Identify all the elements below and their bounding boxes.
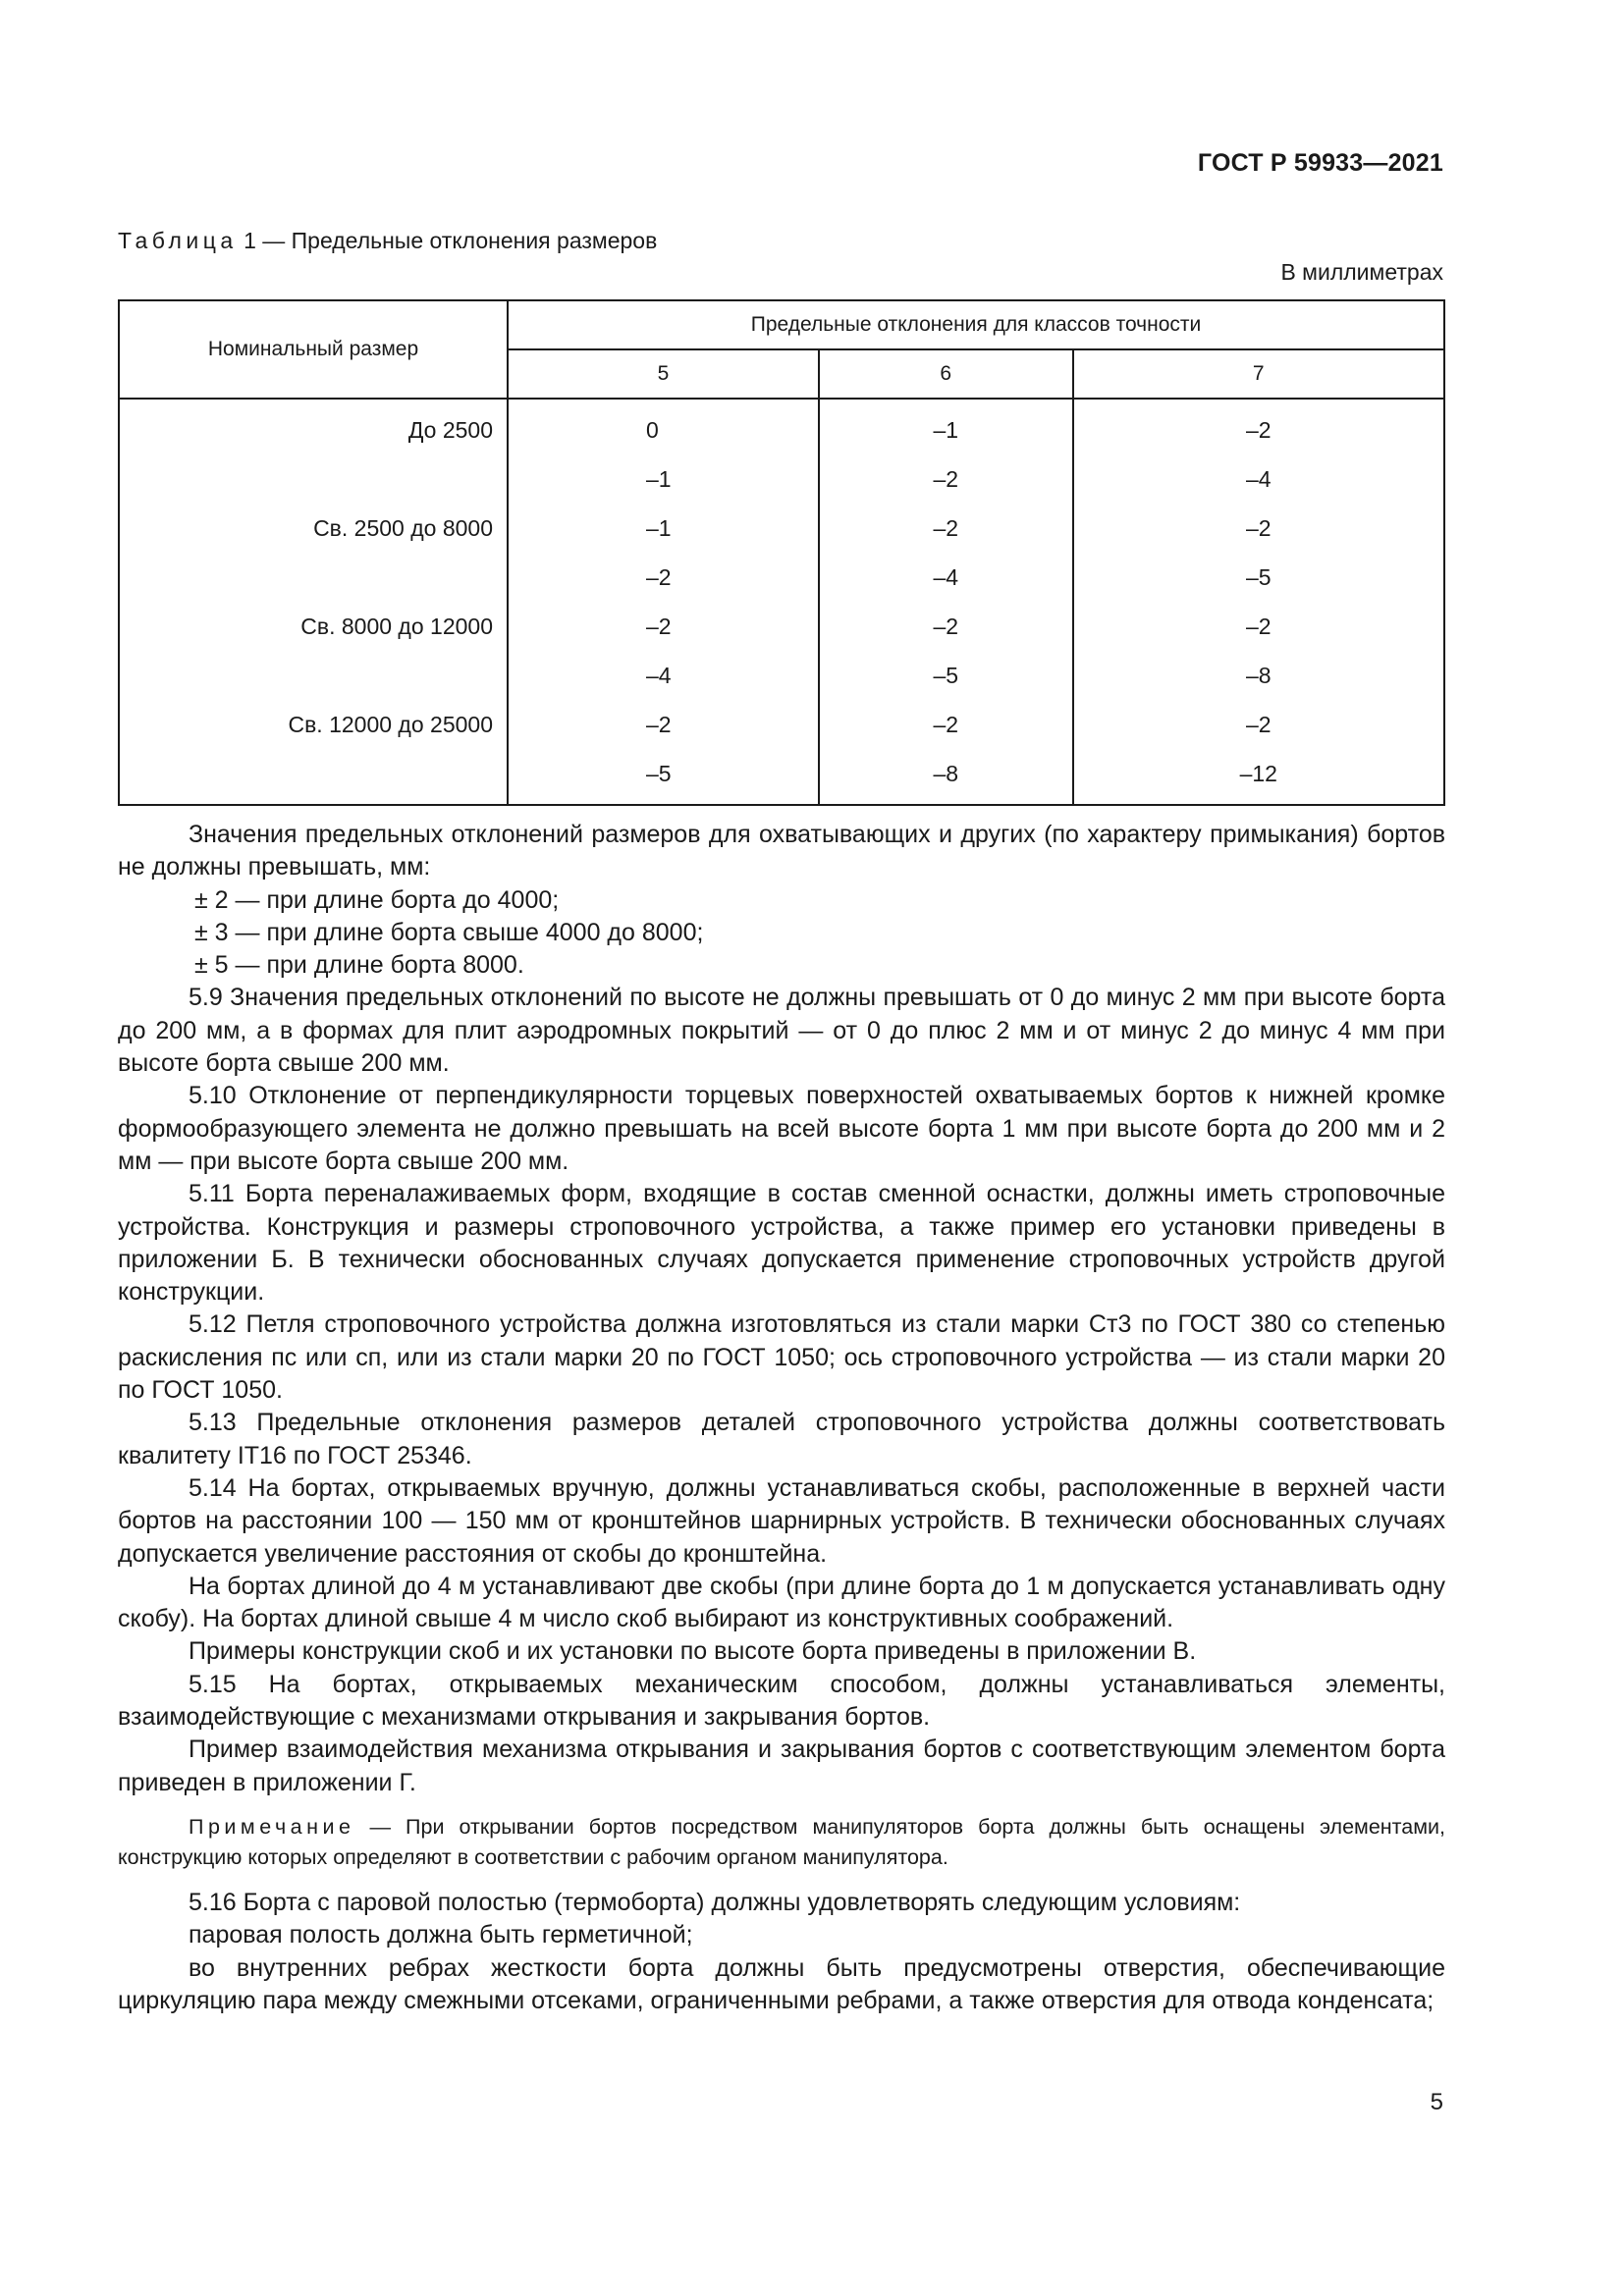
cell-size [119,454,508,504]
cell-size [119,651,508,700]
cell-size: Св. 8000 до 12000 [119,602,508,651]
cell-class-5: –1 [508,504,819,553]
standard-designation: ГОСТ Р 59933—2021 [1197,149,1443,177]
cell-class-6: –2 [819,602,1073,651]
cell-class-7: –4 [1073,454,1444,504]
cell-size [119,553,508,602]
cell-class-7: –12 [1073,749,1444,805]
cell-class-7: –2 [1073,700,1444,749]
paragraph-deviation-intro: Значения предельных отклонений размеров для охватывающих и других (по характеру примыкания) бортов не должны превышать, мм: [118,821,1445,881]
clause-5-15-example: Пример взаимодействия механизма открывания и закрывания бортов с соответствующим элементом борта приведен в приложении Г. [118,1735,1445,1796]
cell-class-7: –2 [1073,602,1444,651]
tolerance-table [118,299,1445,806]
deviation-item: ± 3 — при длине борта свыше 4000 до 8000; [194,918,704,946]
cell-class-7: –8 [1073,651,1444,700]
clause-5-11: 5.11 Борта переналаживаемых форм, входящие в состав сменной оснастки, должны иметь строповочные устройства. Конструкция и размеры строповочного устройства, а также пример его установки приведены в приложении Б. В технически обоснованных случаях допускается применение строповочных устройств другой конструкции. [118,1180,1445,1307]
cell-class-5: –4 [508,651,819,700]
clause-5-14-brackets-count: На бортах длиной до 4 м устанавливают две скобы (при длине борта до 1 м допускается устанавливать одну скобу). На бортах длиной свыше 4 м число скоб выбирают из конструктивных соображений. [118,1572,1445,1633]
page-number: 5 [1430,2089,1443,2115]
header-tolerance-group: Предельные отклонения для классов точности [508,300,1444,349]
table-units: В миллиметрах [1280,259,1443,285]
cell-class-6: –1 [819,399,1073,454]
header-nominal-size: Номинальный размер [119,300,508,399]
table-caption-text: 1 — Предельные отклонения размеров [237,228,658,253]
clause-5-13: 5.13 Предельные отклонения размеров деталей строповочного устройства должны соответствовать квалитету IT16 по ГОСТ 25346. [118,1409,1445,1469]
table-row [119,454,1444,504]
body-text [118,819,1445,2017]
clause-5-9: 5.9 Значения предельных отклонений по высоте не должны превышать от 0 до минус 2 мм при высоте борта до 200 мм, а в формах для плит аэродромных покрытий — от 0 до плюс 2 мм и от минус 2 до минус 4 мм при высоте борта свыше 200 мм. [118,984,1445,1078]
clause-5-14-examples: Примеры конструкции скоб и их установки по высоте борта приведены в приложении В. [189,1637,1197,1666]
clause-5-16-item: паровая полость должна быть герметичной; [189,1921,693,1949]
clause-5-16-item: во внутренних ребрах жесткости борта должны быть предусмотрены отверстия, обеспечивающие циркуляцию пара между смежными отсеками, ограниченными ребрами, а также отверстия для отвода конденсата; [118,1953,1445,2014]
cell-class-7: –2 [1073,504,1444,553]
header-class-5: 5 [508,349,819,399]
table-row [119,399,1444,454]
table-row [119,504,1444,553]
table-caption [118,228,657,254]
cell-class-6: –2 [819,504,1073,553]
header-class-7: 7 [1073,349,1444,399]
cell-class-5: –5 [508,749,819,805]
clause-5-14: 5.14 На бортах, открываемых вручную, должны устанавливаться скобы, расположенные в верхней части бортов на расстоянии 100 — 150 мм от кронштейнов шарнирных устройств. В технически обоснованных случаях допускается увеличение расстояния от скобы до кронштейна. [118,1473,1445,1568]
note-label: Примечание [189,1814,355,1839]
table-row [119,749,1444,805]
clause-5-16: 5.16 Борта с паровой полостью (термоборта) должны удовлетворять следующим условиям: [189,1888,1241,1916]
table-row [119,553,1444,602]
header-class-6: 6 [819,349,1073,399]
cell-class-6: –2 [819,700,1073,749]
table-row [119,700,1444,749]
cell-class-5: –2 [508,700,819,749]
cell-class-6: –5 [819,651,1073,700]
note-text: — При открывании бортов посредством манипуляторов борта должны быть оснащены элементами, конструкцию которых определяют в соответствии с рабочим органом манипулятора. [118,1814,1445,1869]
cell-class-5: –2 [508,553,819,602]
cell-class-5: –1 [508,454,819,504]
cell-class-7: –5 [1073,553,1444,602]
cell-class-5: –2 [508,602,819,651]
clause-5-10: 5.10 Отклонение от перпендикулярности торцевых поверхностей охватываемых бортов к нижней кромке формообразующего элемента не должно превышать на всей высоте борта 1 мм при высоте борта до 200 мм и 2 мм — при высоте борта свыше 200 мм. [118,1082,1445,1175]
table-row [119,651,1444,700]
cell-size: Св. 2500 до 8000 [119,504,508,553]
deviation-item: ± 5 — при длине борта 8000. [194,951,524,980]
clause-5-12: 5.12 Петля строповочного устройства должна изготовляться из стали марки Ст3 по ГОСТ 380 со степенью раскисления пс или сп, или из стали марки 20 по ГОСТ 1050; ось строповочного устройства — из стали марки 20 по ГОСТ 1050. [118,1310,1445,1405]
note [118,1812,1445,1873]
clause-5-15: 5.15 На бортах, открываемых механическим способом, должны устанавливаться элементы, взаимодействующие с механизмами открывания и закрывания бортов. [118,1670,1445,1732]
cell-class-5: 0 [508,399,819,454]
cell-class-6: –4 [819,553,1073,602]
cell-size: До 2500 [119,399,508,454]
cell-class-6: –2 [819,454,1073,504]
deviation-item: ± 2 — при длине борта до 4000; [194,885,560,914]
table-row [119,602,1444,651]
cell-class-7: –2 [1073,399,1444,454]
cell-class-6: –8 [819,749,1073,805]
cell-size: Св. 12000 до 25000 [119,700,508,749]
cell-size [119,749,508,805]
table-caption-label: Таблица [118,228,238,253]
